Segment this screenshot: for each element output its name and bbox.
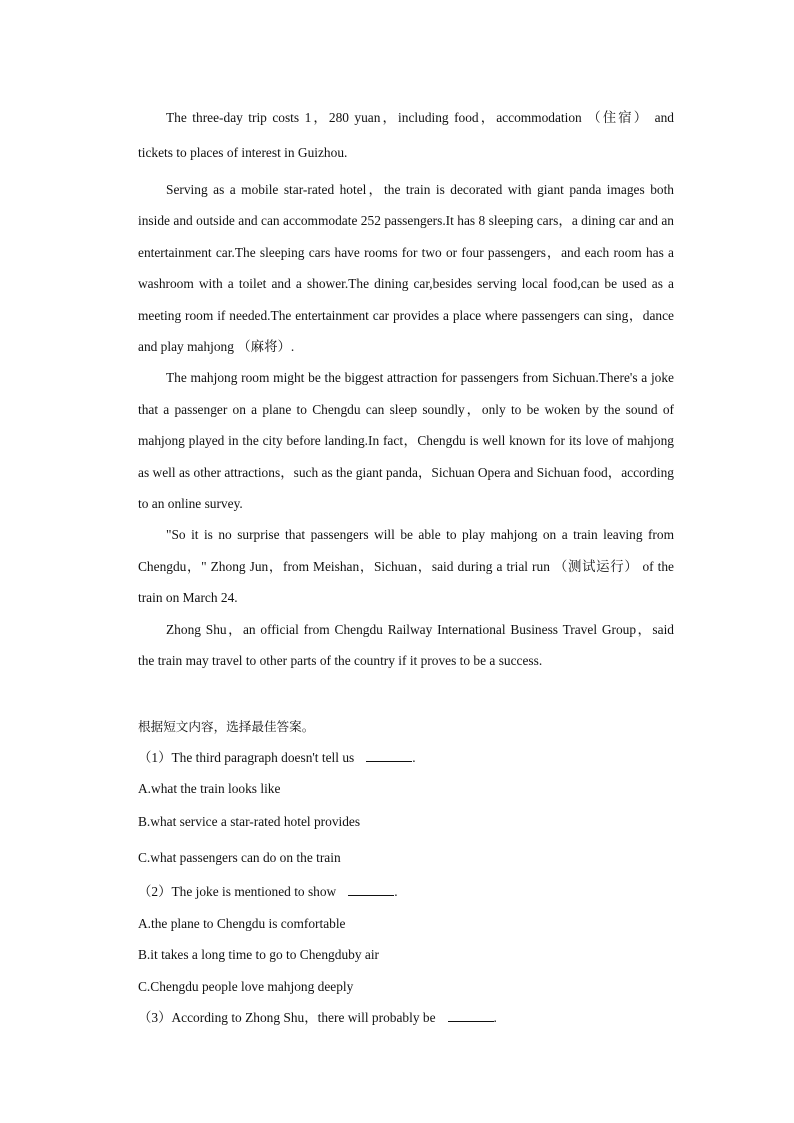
- question-3-end: .: [493, 1009, 497, 1025]
- question-2-option-b: B.it takes a long time to go to Chengduby air: [138, 947, 379, 963]
- question-1-end: .: [412, 749, 416, 765]
- passage-paragraph-1: The three-day trip costs 1，280 yuan，including food，accommodation （住宿） and tickets to places of interest in Guizhou.: [138, 110, 674, 160]
- passage-paragraph-4: "So it is no surprise that passengers will be able to play mahjong on a train leaving from Chengdu，" Zhong Jun，from Meishan，Sichuan，said during a trial run （测试运行） of the train on March 24.: [138, 527, 674, 606]
- answer-blank: [366, 751, 412, 762]
- passage-paragraph-3: The mahjong room might be the biggest attraction for passengers from Sichuan.There's a joke that a passenger on a plane to Chengdu can sleep soundly，only to be woken by the sound of mahjong played in the city before landing.In fact，Chengdu is well known for its love of mahjong as well as other attractions，such as the giant panda，Sichuan Opera and Sichuan food，according to an online survey.: [138, 370, 674, 512]
- document-page: [138, 100, 674, 1033]
- question-3-stem: （3）According to Zhong Shu，there will probably be: [138, 1009, 436, 1025]
- question-1-stem: （1）The third paragraph doesn't tell us: [138, 749, 355, 765]
- passage-paragraph-5: Zhong Shu，an official from Chengdu Railway International Business Travel Group，said the train may travel to other parts of the country if it proves to be a success.: [138, 621, 674, 669]
- question-2-option-a: A.the plane to Chengdu is comfortable: [138, 915, 346, 931]
- question-2-stem: （2）The joke is mentioned to show: [138, 884, 337, 900]
- question-2-option-c: C.Chengdu people love mahjong deeply: [138, 978, 354, 994]
- question-1-option-c: C.what passengers can do on the train: [138, 850, 341, 866]
- question-1-option-a: A.what the train looks like: [138, 780, 281, 796]
- question-3: [138, 1002, 674, 1033]
- answer-blank: [448, 1011, 494, 1022]
- question-1-option-b: B.what service a star-rated hotel provides: [138, 814, 361, 830]
- question-1: [138, 742, 674, 773]
- question-2: [138, 876, 674, 907]
- answer-blank: [348, 885, 394, 896]
- instruction-heading: 根据短文内容，选择最佳答案。: [138, 718, 315, 734]
- question-2-end: .: [394, 884, 398, 900]
- passage-paragraph-2: Serving as a mobile star-rated hotel，the train is decorated with giant panda images both inside and outside and can accommodate 252 passengers.It has 8 sleeping cars，a dining car and an entertainment car.The sleeping cars have rooms for two or four passengers，and each room has a washroom with a toilet and a shower.The dining car,besides serving local food,can be used as a meeting room if needed.The entertainment car provides a place where passengers can sing，dance and play mahjong （麻将）.: [138, 182, 674, 355]
